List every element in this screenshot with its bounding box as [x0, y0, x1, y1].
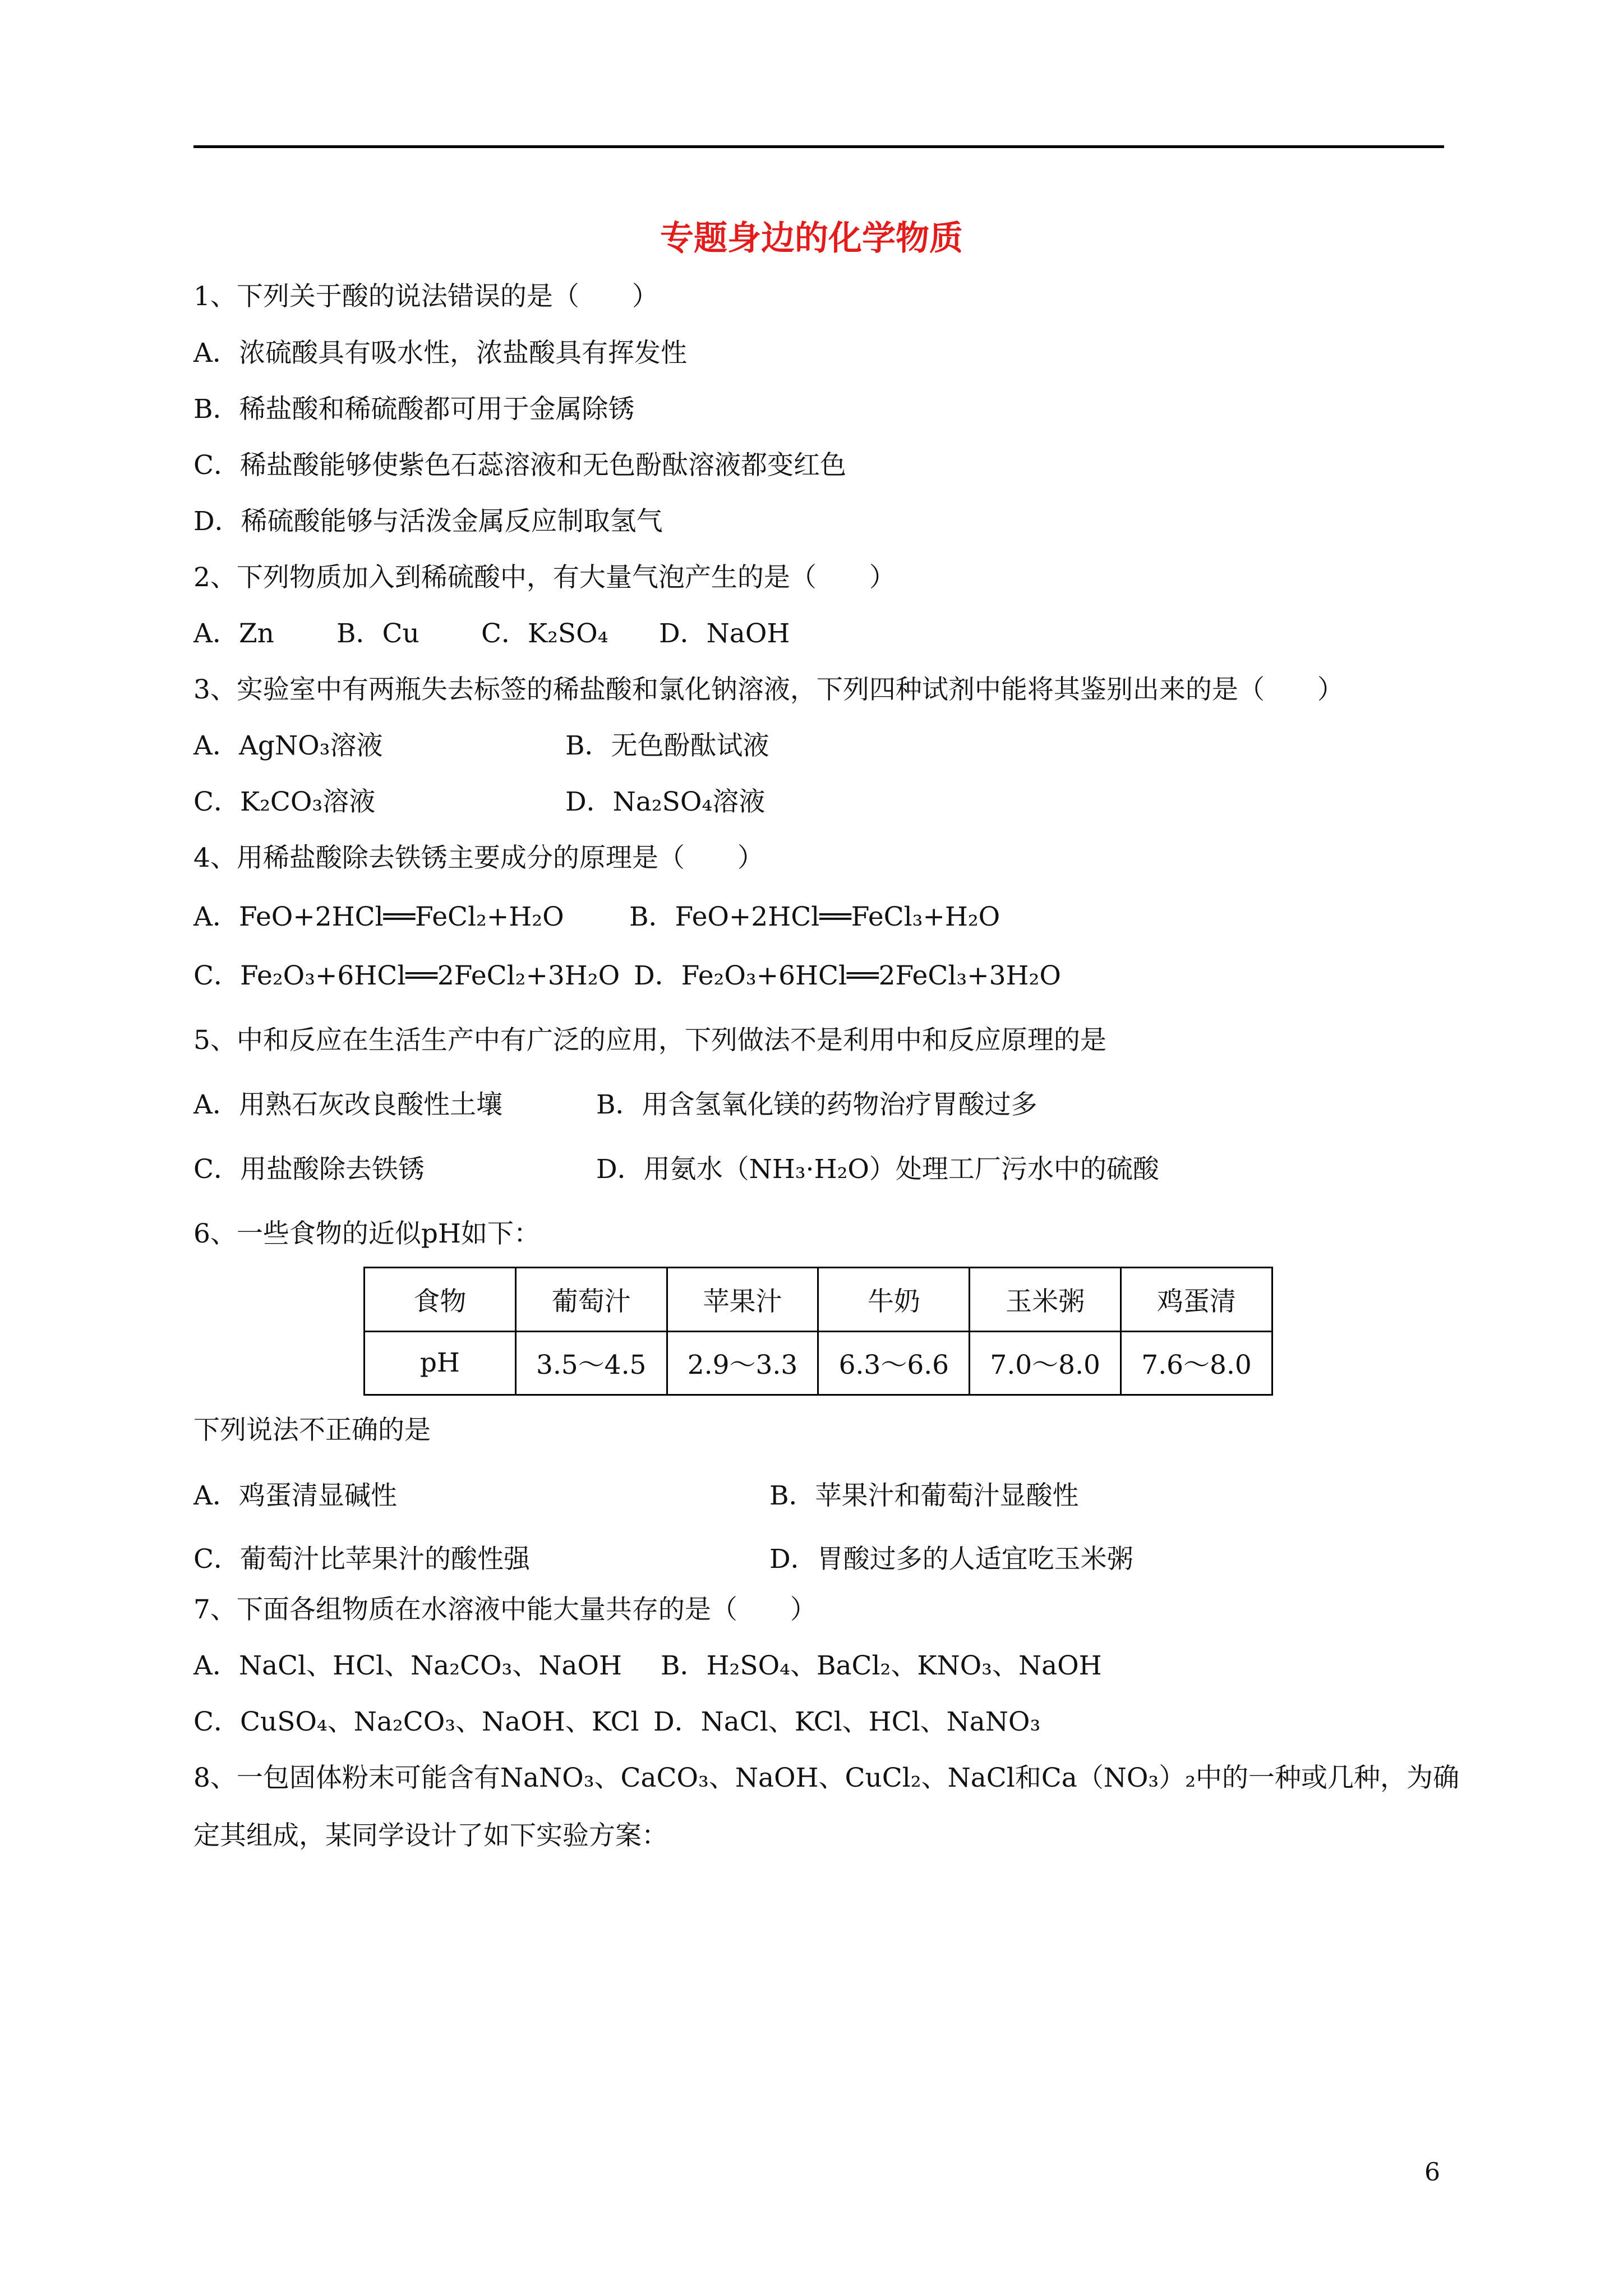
ph-table-value-row [365, 1331, 1272, 1395]
q5-option-d: D．用氨水（NH₃·H₂O）处理工厂污水中的硫酸 [596, 1154, 1159, 1185]
ph-table-cell: 6.3～6.6 [818, 1331, 970, 1395]
q4-stem: 4、用稀盐酸除去铁锈主要成分的原理是（ ） [193, 843, 764, 873]
ph-table-header-row [365, 1268, 1272, 1332]
ph-table [363, 1267, 1273, 1396]
q4-option-d: D．Fe₂O₃+6HCl══2FeCl₃+3H₂O [634, 960, 1061, 991]
header-rule [193, 145, 1444, 148]
q6-after-text: 下列说法不正确的是 [193, 1415, 431, 1446]
q3-option-c: C．K₂CO₃溶液 [193, 786, 376, 817]
q1-option-c: C．稀盐酸能够使紫色石蕊溶液和无色酚酞溶液都变红色 [193, 450, 846, 481]
q6-option-c: C．葡萄汁比苹果汁的酸性强 [193, 1544, 530, 1575]
q1-option-a: A．浓硫酸具有吸水性，浓盐酸具有挥发性 [193, 338, 687, 369]
ph-table-cell: 食物 [365, 1268, 516, 1332]
q6-option-b: B．苹果汁和葡萄汁显酸性 [769, 1480, 1079, 1511]
q7-stem: 7、下面各组物质在水溶液中能大量共存的是（ ） [193, 1594, 817, 1625]
ph-table-cell: 7.0～8.0 [970, 1331, 1121, 1395]
ph-table-cell: 鸡蛋清 [1121, 1268, 1272, 1332]
q7-option-d: D．NaCl、KCl、HCl、NaNO₃ [653, 1706, 1041, 1737]
q4-option-a: A．FeO+2HCl══FeCl₂+H₂O [193, 901, 564, 932]
q6-stem: 6、一些食物的近似pH如下： [193, 1218, 540, 1249]
ph-table-cell: 7.6～8.0 [1121, 1331, 1272, 1395]
q2-stem: 2、下列物质加入到稀硫酸中，有大量气泡产生的是（ ） [193, 562, 896, 593]
ph-table-cell: 葡萄汁 [515, 1268, 667, 1332]
ph-table-cell: pH [365, 1331, 516, 1395]
q2-option-a: A．Zn [193, 618, 274, 649]
q3-option-b: B．无色酚酞试液 [565, 730, 769, 761]
page-number: 6 [1424, 2158, 1440, 2187]
ph-table-cell: 3.5～4.5 [515, 1331, 667, 1395]
q6-option-d: D．胃酸过多的人适宜吃玉米粥 [769, 1544, 1133, 1575]
ph-table-cell: 牛奶 [818, 1268, 970, 1332]
q3-stem: 3、实验室中有两瓶失去标签的稀盐酸和氯化钠溶液，下列四种试剂中能将其鉴别出来的是（ ） [193, 674, 1344, 705]
q2-option-d: D．NaOH [659, 618, 790, 649]
q5-option-c: C．用盐酸除去铁锈 [193, 1154, 425, 1185]
ph-table-cell: 玉米粥 [970, 1268, 1121, 1332]
q2-option-b: B．Cu [336, 618, 419, 649]
q5-stem: 5、中和反应在生活生产中有广泛的应用，下列做法不是利用中和反应原理的是 [193, 1025, 1106, 1056]
q3-option-a: A．AgNO₃溶液 [193, 730, 383, 761]
q7-option-c: C．CuSO₄、Na₂CO₃、NaOH、KCl [193, 1706, 639, 1737]
q3-option-d: D．Na₂SO₄溶液 [565, 786, 766, 817]
q7-option-a: A．NaCl、HCl、Na₂CO₃、NaOH [193, 1650, 623, 1681]
q1-stem: 1、下列关于酸的说法错误的是（ ） [193, 281, 658, 312]
q2-option-c: C．K₂SO₄ [481, 618, 608, 649]
q1-option-b: B．稀盐酸和稀硫酸都可用于金属除锈 [193, 394, 635, 425]
q5-option-a: A．用熟石灰改良酸性土壤 [193, 1089, 502, 1120]
q8-line-1: 8、一包固体粉末可能含有NaNO₃、CaCO₃、NaOH、CuCl₂、NaCl和Ca（NO₃）₂中的一种或几种，为确 [193, 1763, 1460, 1793]
q5-option-b: B．用含氢氧化镁的药物治疗胃酸过多 [596, 1089, 1038, 1120]
ph-table-cell: 苹果汁 [667, 1268, 818, 1332]
q6-option-a: A．鸡蛋清显碱性 [193, 1480, 397, 1511]
ph-table-cell: 2.9～3.3 [667, 1331, 818, 1395]
q1-option-d: D．稀硫酸能够与活泼金属反应制取氢气 [193, 506, 663, 537]
q4-option-c: C．Fe₂O₃+6HCl══2FeCl₂+3H₂O [193, 960, 620, 991]
q4-option-b: B．FeO+2HCl══FeCl₃+H₂O [629, 901, 1000, 932]
q8-line-2: 定其组成，某同学设计了如下实验方案： [193, 1820, 668, 1851]
q7-option-b: B．H₂SO₄、BaCl₂、KNO₃、NaOH [661, 1650, 1102, 1681]
page-title: 专题身边的化学物质 [660, 219, 963, 258]
